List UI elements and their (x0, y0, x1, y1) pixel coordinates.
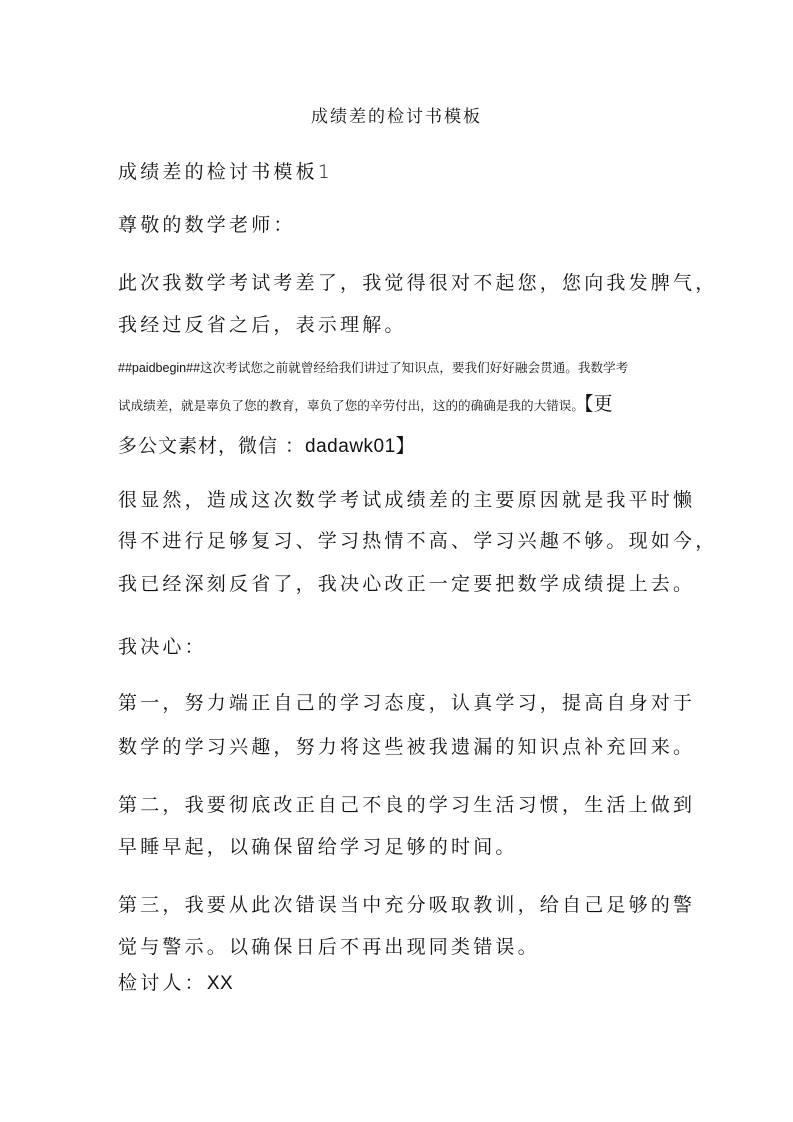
paragraph-3-line-2: 得不进行足够复习、学习热情不高、学习兴趣不够。现如今， (118, 530, 718, 552)
point-1-line-1: 第一，努力端正自己的学习态度，认真学习，提高自身对于 (118, 692, 696, 714)
paragraph-2-line-2 (118, 394, 613, 416)
signature-label: 检讨人： (118, 972, 207, 994)
paid-marker: ##paidbegin## (118, 361, 201, 375)
promo-line (118, 433, 416, 460)
signature-name: XX (206, 973, 234, 994)
paragraph-3-line-3: 我已经深刻反省了，我决心改正一定要把数学成绩提上去。 (118, 573, 696, 595)
resolution-heading: 我决心： (118, 636, 207, 658)
point-2-line-2: 早睡早起，以确保留给学习足够的时间。 (118, 836, 518, 858)
salutation: 尊敬的数学老师： (118, 214, 296, 236)
promo-close-bracket: 】 (395, 435, 416, 457)
point-1-line-2: 数学的学习兴趣，努力将这些被我遗漏的知识点补充回来。 (118, 736, 696, 758)
wechat-id: dadawk01 (305, 436, 396, 457)
paragraph-2-text-2: 试成绩差，就是辜负了您的教育，辜负了您的辛劳付出，这的的确确是我的大错误。 (118, 398, 584, 413)
paragraph-3-line-1: 很显然，造成这次数学考试成绩差的主要原因就是我平时懒 (118, 489, 696, 511)
paragraph-1-line-1: 此次我数学考试考差了，我觉得很对不起您，您向我发脾气， (118, 272, 718, 294)
promo-text-1: 更 (593, 393, 613, 415)
point-3-line-2: 觉与警示。以确保日后不再出现同类错误。 (118, 936, 540, 958)
signature-line (118, 970, 233, 997)
paragraph-1-line-2: 我经过反省之后，表示理解。 (118, 314, 407, 336)
point-2-line-1: 第二，我要彻底改正自己不良的学习生活习惯，生活上做到 (118, 794, 696, 816)
paragraph-2-line-1 (118, 358, 628, 378)
section-heading: 成绩差的检讨书模板1 (118, 161, 334, 183)
point-3-line-1: 第三，我要从此次错误当中充分吸取教训，给自己足够的警 (118, 894, 696, 916)
document-title: 成绩差的检讨书模板 (311, 107, 482, 127)
paragraph-2-text-1: 这次考试您之前就曾经给我们讲过了知识点，要我们好好融会贯通。我数学考 (200, 360, 629, 375)
promo-text-2: 多公文素材，微信 ： (118, 435, 306, 457)
promo-open-bracket: 【 (583, 393, 594, 415)
